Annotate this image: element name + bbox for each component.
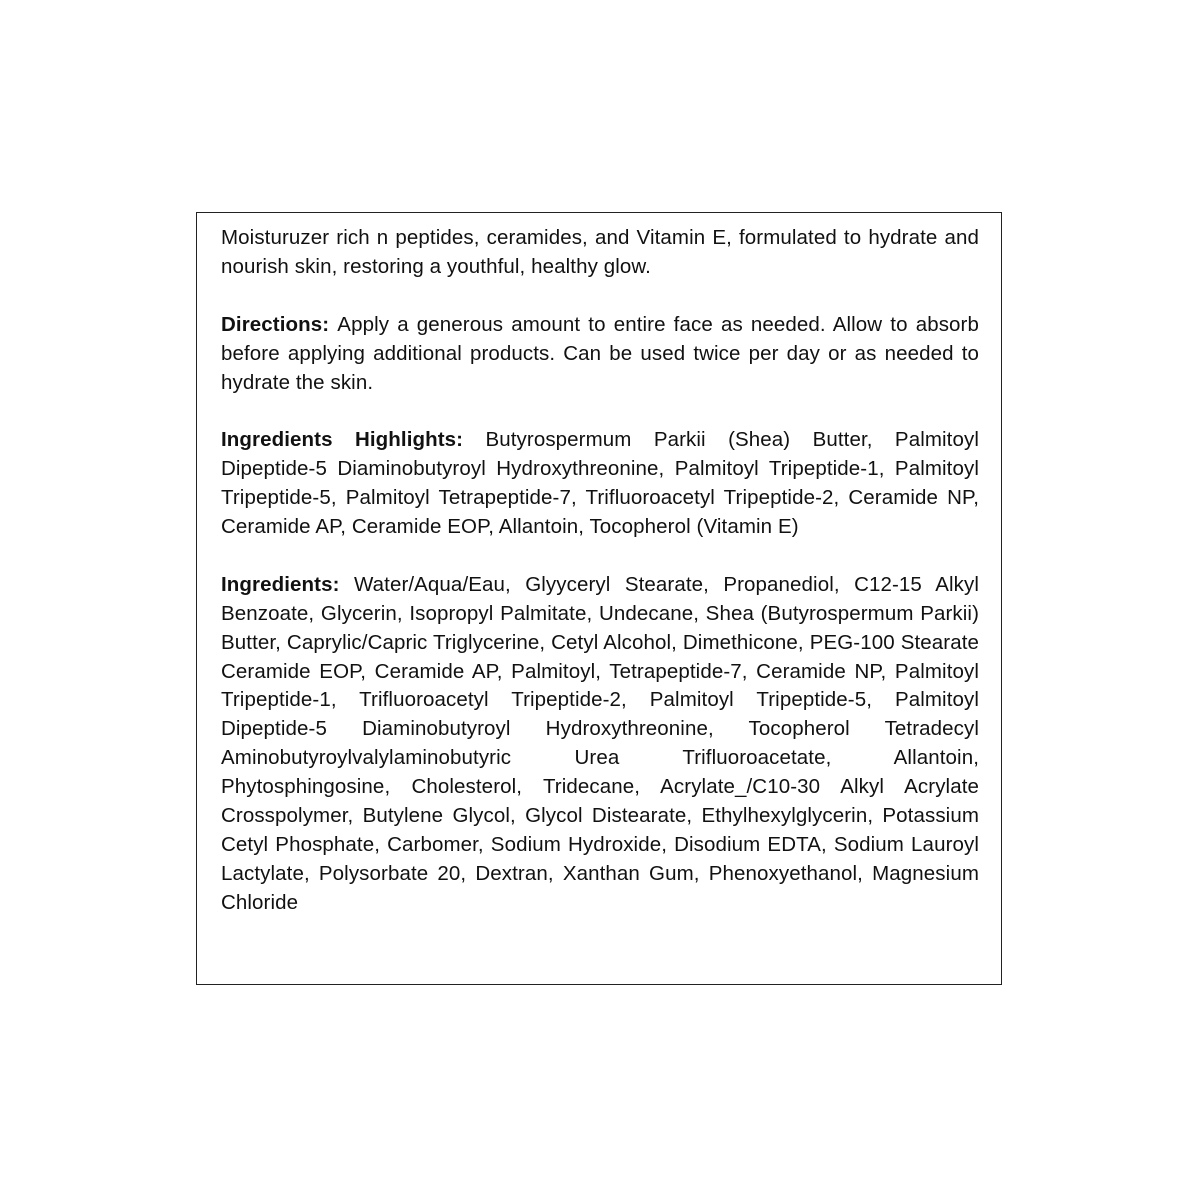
description-text: Moisturuzer rich n peptides, ceramides, and Vitamin E, formulated to hydrate and nourish skin, restoring a youthful, healthy glow. [221,226,979,278]
ingredients-highlights-heading: Ingredients Highlights: [221,428,486,452]
product-label-box [196,212,1002,985]
ingredients-highlights-text: Butyrospermum Parkii (Shea) Butter, Palmitoyl Dipeptide-5 Diaminobutyroyl Hydroxythreonine, Palmitoyl Tripeptide-1, Palmitoyl Tripeptide-5, Palmitoyl Tetrapeptide-7, Trifluoroacetyl Tripeptide-2, Ceramide NP, Ceramide AP, Ceramide EOP, Allantoin, Tocopherol (Vitamin E) [221,428,979,539]
ingredients-text: Water/Aqua/Eau, Glyyceryl Stearate, Propanediol, C12-15 Alkyl Benzoate, Glycerin, Isopropyl Palmitate, Undecane, Shea (Butyrospermum Parkii) Butter, Caprylic/Capric Triglycerine, Cetyl Alcohol, Dimethicone, PEG-100 Stearate Ceramide EOP, Ceramide AP, Palmitoyl, Tetrapeptide-7, Ceramide NP, Palmitoyl Tripeptide-1, Trifluoroacetyl Tripeptide-2, Palmitoyl Tripeptide-5, Palmitoyl Dipeptide-5 Diaminobutyroyl Hydroxythreonine, Tocopherol Tetradecyl Aminobutyroylvalylaminobutyric Urea Trifluoroacetate, Allantoin, Phytosphingosine, Cholesterol, Tridecane, Acrylate_/C10-30 Alkyl Acrylate Crosspolymer, Butylene Glycol, Glycol Distearate, Ethylhexylglycerin, Potassium Cetyl Phosphate, Carbomer, Sodium Hydroxide, Disodium EDTA, Sodium Lauroyl Lactylate, Polysorbate 20, Dextran, Xanthan Gum, Phenoxyethanol, Magnesium Chloride [221,572,980,914]
directions-heading: Directions: [221,312,338,336]
ingredients-highlights-section [221,426,979,542]
directions-text: Apply a generous amount to entire face as needed. Allow to absorb before applying additional products. Can be used twice per day or as needed to hydrate the skin. [221,312,979,394]
directions-section [221,311,979,398]
product-description [221,224,979,282]
ingredients-section [221,571,979,918]
ingredients-heading: Ingredients: [221,572,354,596]
